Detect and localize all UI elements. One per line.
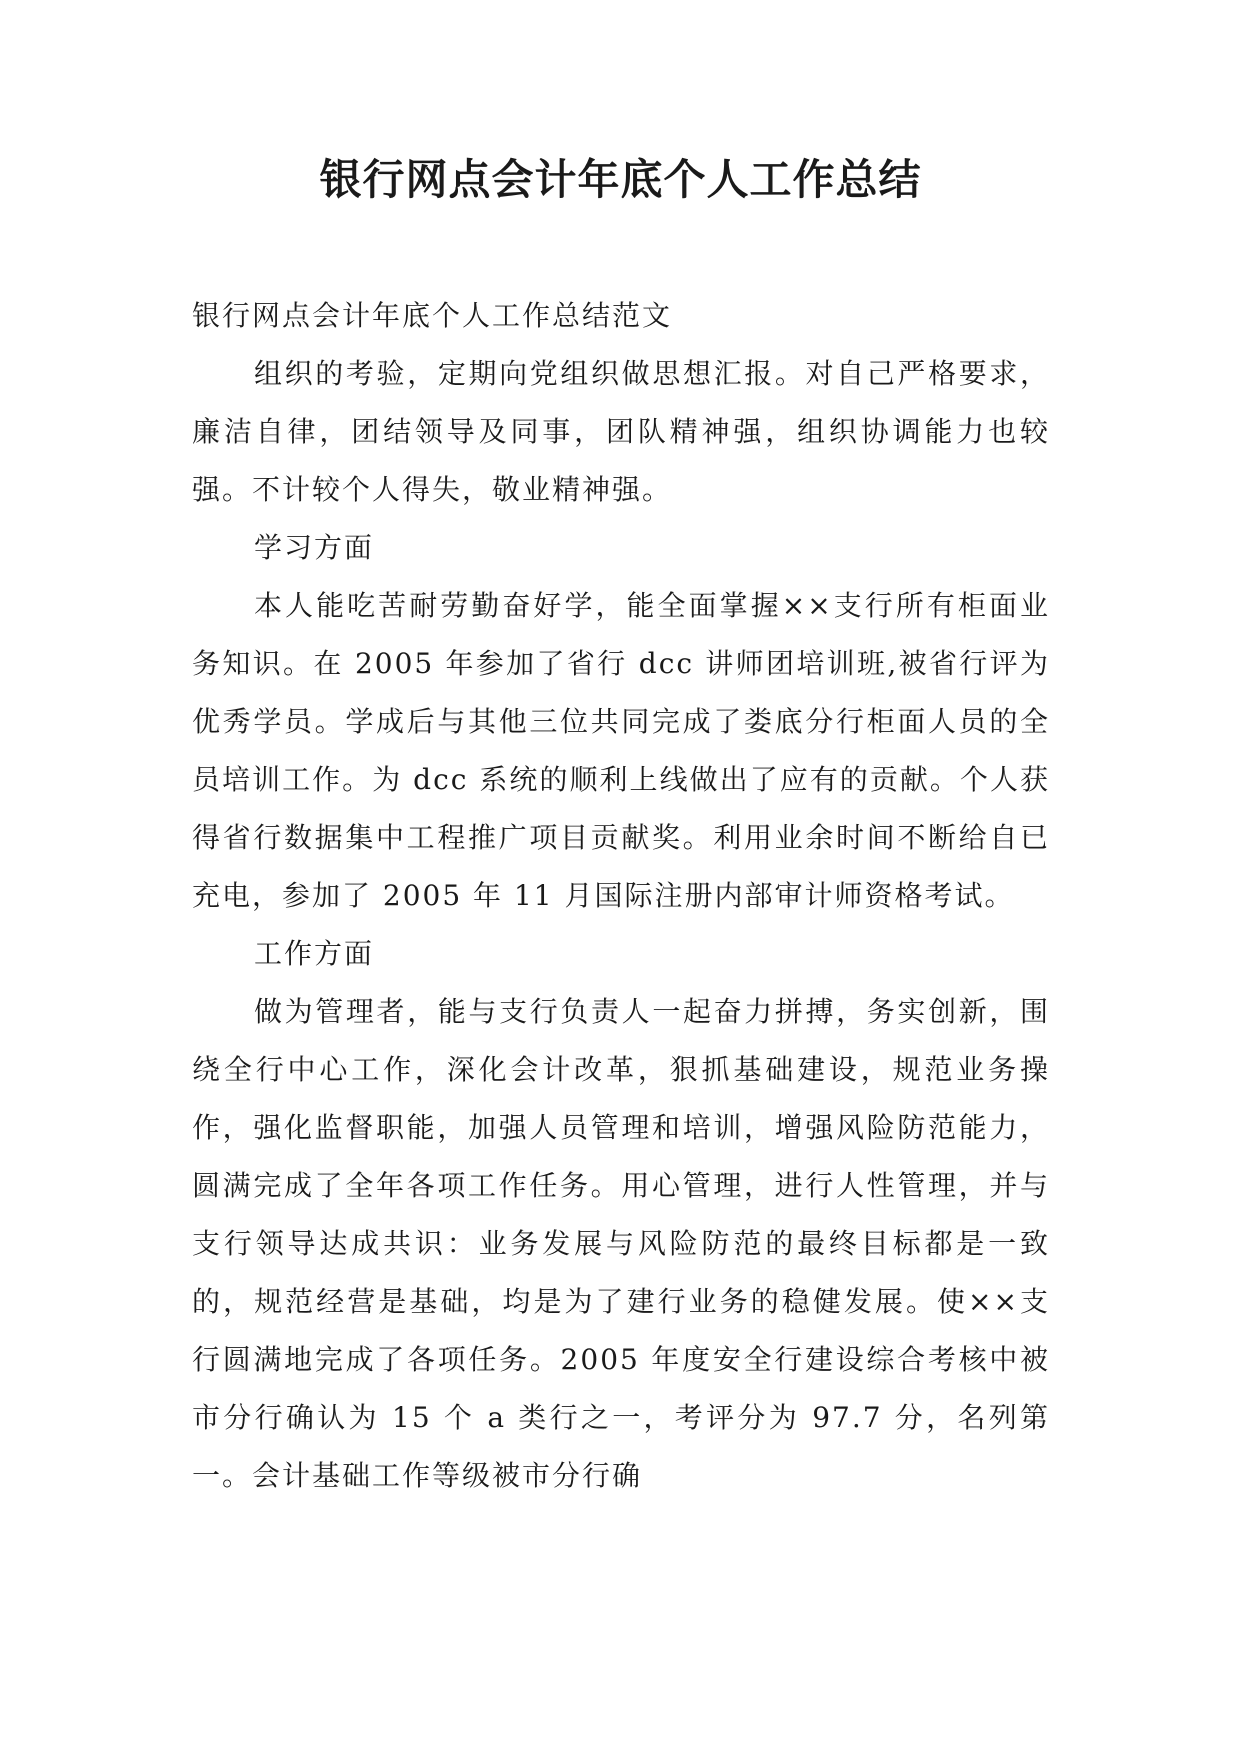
document-body bbox=[192, 287, 1050, 1505]
document-subtitle: 银行网点会计年底个人工作总结范文 bbox=[192, 299, 673, 332]
paragraph-study: 本人能吃苦耐劳勤奋好学，能全面掌握××支行所有柜面业务知识。在 2005 年参加了省行 dcc 讲师团培训班,被省行评为优秀学员。学成后与其他三位共同完成了娄底分行柜面人员的全员培训工作。为 dcc 系统的顺利上线做出了应有的贡献。个人获得省行数据集中工程推广项目贡献奖。利用业余时间不断给自已充电，参加了 2005 年 11 月国际注册内部审计师资格考试。 bbox=[192, 589, 1050, 912]
paragraph-integrity: 组织的考验，定期向党组织做思想汇报。对自己严格要求，廉洁自律，团结领导及同事，团队精神强，组织协调能力也较强。不计较个人得失，敬业精神强。 bbox=[192, 357, 1050, 506]
document-title: 银行网点会计年底个人工作总结 bbox=[319, 155, 922, 204]
section-heading-work: 工作方面 bbox=[254, 937, 375, 970]
paragraph-work: 做为管理者，能与支行负责人一起奋力拼搏，务实创新，围绕全行中心工作，深化会计改革，狠抓基础建设，规范业务操作，强化监督职能，加强人员管理和培训，增强风险防范能力，圆满完成了全年各项工作任务。用心管理，进行人性管理，并与支行领导达成共识：业务发展与风险防范的最终目标都是一致的，规范经营是基础，均是为了建行业务的稳健发展。使××支行圆满地完成了各项任务。2005 年度安全行建设综合考核中被市分行确认为 15 个 a 类行之一，考评分为 97.7 分，名列第一。会计基础工作等级被市分行确 bbox=[192, 995, 1050, 1492]
section-heading-study: 学习方面 bbox=[254, 531, 375, 564]
